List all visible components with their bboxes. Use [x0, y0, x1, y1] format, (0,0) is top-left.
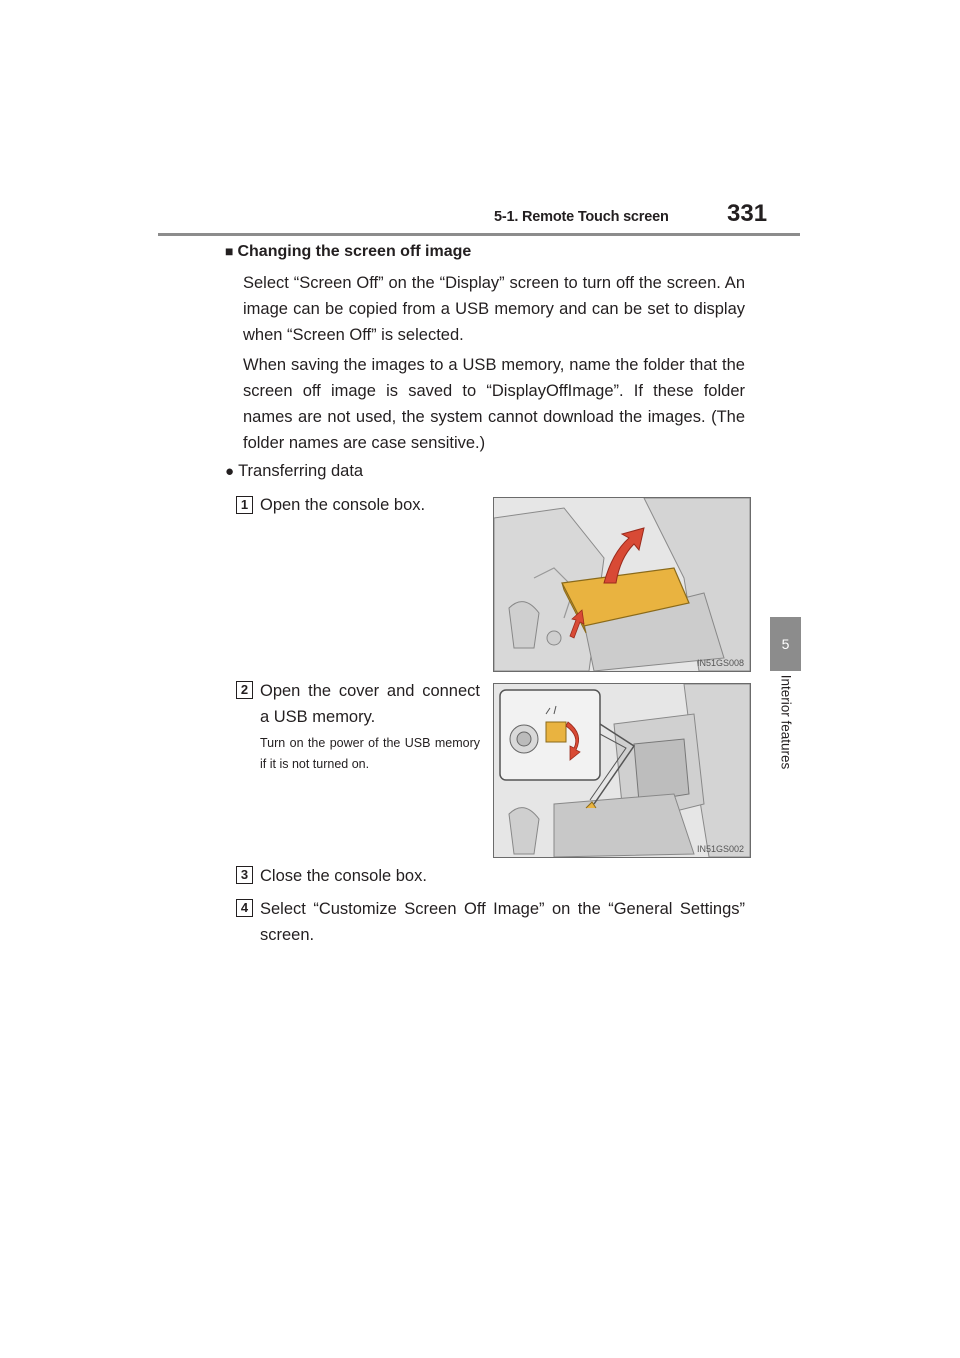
step-text-1: Open the console box. [260, 496, 426, 514]
console-box-figure [493, 497, 751, 672]
paragraph-folder-name: When saving the images to a USB memory, name the folder that the screen off image is saved to “DisplayOffImage”. If these folder names are not used, the system cannot download the images. (The folder names are case sensitive.) [243, 356, 745, 452]
square-bullet-icon: ■ [225, 243, 234, 259]
figure-code-2: IN51GS002 [696, 844, 744, 854]
step-number-2: 2 [236, 681, 253, 699]
step-text-3: Close the console box. [260, 867, 427, 885]
step-number-4: 4 [236, 899, 253, 917]
step-number-3: 3 [236, 866, 253, 884]
bullet-item [225, 462, 363, 481]
chapter-title: Interior features [778, 674, 794, 770]
round-bullet-icon: ● [225, 463, 235, 480]
section-heading [225, 243, 471, 261]
step-text-4: Select “Customize Screen Off Image” on the “General Settings” screen. [260, 900, 745, 944]
chapter-tab: 5 [770, 617, 801, 671]
figure-code-1: IN51GS008 [696, 658, 744, 668]
step-note-2: Turn on the power of the USB memory if it is not turned on. [260, 736, 480, 771]
bullet-text: Transferring data [238, 462, 364, 480]
heading-text: Changing the screen off image [237, 243, 472, 260]
step-number-1: 1 [236, 496, 253, 514]
usb-port-illustration [494, 684, 750, 857]
paragraph-screen-off: Select “Screen Off” on the “Display” screen to turn off the screen. An image can be copied from a USB memory and can be set to display when “Screen Off” is selected. [243, 274, 745, 344]
step-text-2: Open the cover and connect a USB memory. [260, 682, 480, 726]
console-box-illustration [494, 498, 750, 671]
header-rule [158, 233, 800, 236]
section-title: 5-1. Remote Touch screen [494, 209, 669, 225]
page-number: 331 [727, 200, 768, 227]
usb-port-figure [493, 683, 751, 858]
